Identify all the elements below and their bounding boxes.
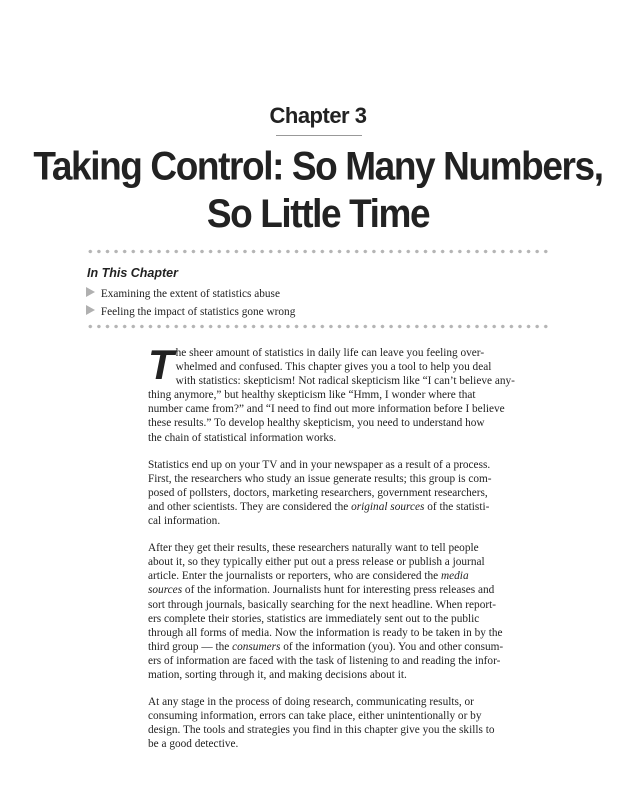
text-line: about it, so they typically either put out a press release or publish a journal xyxy=(148,556,485,569)
text-line: be a good detective. xyxy=(148,738,239,751)
text-span: article. Enter the journalists or reporters, who are considered the xyxy=(148,570,441,583)
text-line: Statistics end up on your TV and in your newspaper as a result of a process. xyxy=(148,458,491,471)
dropcap: T xyxy=(148,341,174,388)
text-line: mation, sorting through it, and making decisions about it. xyxy=(148,668,407,681)
paragraph-2 xyxy=(148,458,552,528)
emphasis-media: media xyxy=(440,570,469,583)
triangle-bullet-icon xyxy=(86,287,95,297)
text-line: After they get their results, these researchers naturally want to tell people xyxy=(148,542,479,555)
list-item xyxy=(86,303,295,321)
dotted-divider-bottom xyxy=(86,324,552,329)
text-line: design. The tools and strategies you find in this chapter give you the skills to xyxy=(148,724,495,737)
text-line: At any stage in the process of doing research, communicating results, or xyxy=(148,696,474,709)
text-line: consuming information, errors can take place, either unintentionally or by xyxy=(148,710,482,723)
text-line xyxy=(148,640,552,654)
text-line xyxy=(148,583,552,597)
text-line: posed of pollsters, doctors, marketing researchers, government researchers, xyxy=(148,486,488,499)
text-line: whelmed and confused. This chapter gives you a tool to help you deal xyxy=(175,361,492,374)
body-text xyxy=(148,341,552,764)
text-span: of the statisti- xyxy=(424,500,490,513)
text-line: with statistics: skepticism! Not radical skepticism like “I can’t believe any- xyxy=(175,375,515,388)
emphasis-sources: sources xyxy=(148,584,183,597)
text-line: First, the researchers who study an issue generate results; this group is com- xyxy=(148,472,492,485)
text-span: third group — the xyxy=(148,640,233,653)
chapter-title-line-2: So Little Time xyxy=(206,191,430,236)
text-line: number came from?” and “I need to find out more information before I believe xyxy=(148,403,505,416)
paragraph-3 xyxy=(148,541,552,682)
emphasis-consumers: consumers xyxy=(232,640,281,653)
triangle-bullet-icon xyxy=(86,305,95,315)
text-line xyxy=(148,500,552,514)
text-line: he sheer amount of statistics in daily life can leave you feeling over- xyxy=(175,347,485,359)
text-line: ers complete their stories, statistics are immediately sent out to the public xyxy=(148,612,480,625)
emphasis-original-sources: original sources xyxy=(351,500,425,513)
text-line: the chain of statistical information works. xyxy=(148,431,337,444)
paragraph-4 xyxy=(148,695,552,751)
text-line: sort through journals, basically searching for the next headline. When report- xyxy=(148,598,497,611)
paragraph-1 xyxy=(148,341,552,445)
in-this-chapter-heading: In This Chapter xyxy=(87,266,178,280)
chapter-title-line-1: Taking Control: So Many Numbers, xyxy=(33,144,603,189)
text-span: and other scientists. They are considered the xyxy=(148,500,352,513)
text-span: of the information (you). You and other consum- xyxy=(280,640,504,653)
dotted-divider-top xyxy=(86,249,552,254)
list-item xyxy=(86,285,295,303)
text-line: cal information. xyxy=(148,515,221,528)
list-item-text: Feeling the impact of statistics gone wrong xyxy=(100,306,296,318)
list-item-text: Examining the extent of statistics abuse xyxy=(100,288,280,300)
text-line: through all forms of media. Now the information is ready to be taken in by the xyxy=(148,626,503,639)
chapter-label-rule xyxy=(276,135,362,136)
text-span: of the information. Journalists hunt for interesting press releases and xyxy=(182,584,495,597)
text-line xyxy=(148,569,552,583)
text-line: these results.” To develop healthy skepticism, you need to understand how xyxy=(148,417,485,430)
chapter-title xyxy=(30,143,606,238)
text-line: thing anymore,” but healthy skepticism like “Hmm, I wonder where that xyxy=(148,389,476,402)
chapter-label: Chapter 3 xyxy=(269,103,367,128)
in-this-chapter-list xyxy=(86,285,295,321)
text-line: ers of information are faced with the task of listening to and reading the infor- xyxy=(148,654,501,667)
